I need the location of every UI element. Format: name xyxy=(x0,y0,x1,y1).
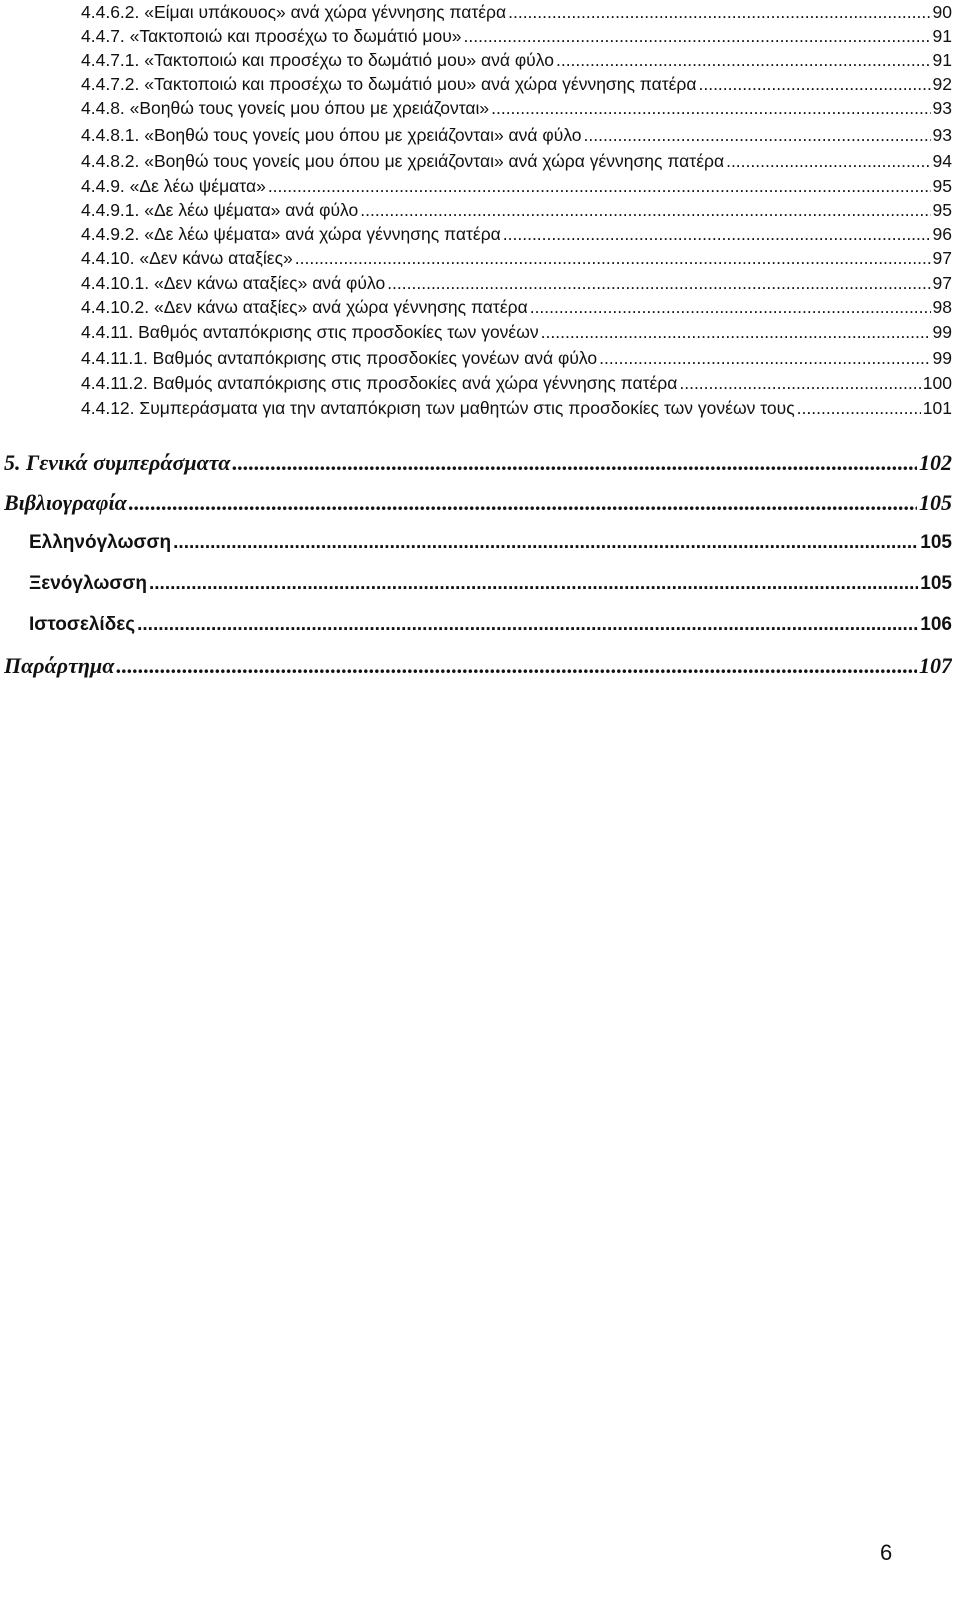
toc-entry-page: 95 xyxy=(932,200,952,220)
toc-entry-page: 94 xyxy=(932,151,952,171)
toc-entry-page: 97 xyxy=(932,248,952,268)
toc-entry-page: 96 xyxy=(932,224,952,244)
dot-leader xyxy=(599,346,930,371)
toc-entry[interactable] xyxy=(81,96,952,121)
toc-entry-label: 4.4.8.2. «Βοηθώ τους γονείς μου όπου με χρειάζονται» ανά χώρα γέννησης πατέρα xyxy=(81,151,725,171)
toc-entry-page: 102 xyxy=(919,450,952,475)
toc-entry[interactable] xyxy=(81,149,952,174)
dot-leader xyxy=(232,446,917,480)
toc-entry-label: 4.4.11. Βαθμός ανταπόκρισης στις προσδοκίες των γονέων xyxy=(81,322,539,342)
toc-entry-label: 4.4.11.2. Βαθμός ανταπόκρισης στις προσδοκίες ανά χώρα γέννησης πατέρα xyxy=(81,373,678,393)
toc-entry-page: 99 xyxy=(932,348,952,368)
dot-leader xyxy=(679,371,920,396)
toc-entry[interactable] xyxy=(81,371,952,396)
toc-entry[interactable] xyxy=(81,222,952,247)
toc-entry-label: 4.4.12. Συμπεράσματα για την ανταπόκριση των μαθητών στις προσδοκίες των γονέων τους xyxy=(81,398,795,418)
toc-section-websites[interactable] xyxy=(29,609,952,641)
toc-entry-page: 101 xyxy=(922,398,952,418)
toc-entry-page: 100 xyxy=(922,373,952,393)
toc-entry[interactable] xyxy=(81,271,952,296)
toc-entry-page: 95 xyxy=(932,176,952,196)
toc-entry[interactable] xyxy=(81,123,952,148)
toc-entry-label: 4.4.7. «Τακτοποιώ και προσέχω το δωμάτιό μου» xyxy=(81,26,462,46)
toc-entry-label: Παράρτημα xyxy=(4,653,115,678)
dot-leader xyxy=(129,486,917,520)
dot-leader xyxy=(295,246,931,271)
toc-entry[interactable] xyxy=(81,24,952,49)
dot-leader xyxy=(464,24,931,49)
toc-entry-label: 4.4.11.1. Βαθμός ανταπόκρισης στις προσδοκίες γονέων ανά φύλο xyxy=(81,348,598,368)
toc-entry-page: 106 xyxy=(920,614,952,635)
toc-entry-label: Ξενόγλωσση xyxy=(29,573,147,594)
dot-leader xyxy=(173,527,918,559)
toc-entry-label: 4.4.10.2. «Δεν κάνω αταξίες» ανά χώρα γέννησης πατέρα xyxy=(81,297,528,317)
toc-entry[interactable] xyxy=(81,0,952,25)
dot-leader xyxy=(360,198,930,223)
toc-entry-label: 4.4.9. «Δε λέω ψέματα» xyxy=(81,176,266,196)
toc-entry-page: 91 xyxy=(932,26,952,46)
toc-chapter-conclusions[interactable] xyxy=(4,446,952,480)
toc-entry-page: 90 xyxy=(932,2,952,22)
toc-entry[interactable] xyxy=(81,295,952,320)
toc-entry-page: 105 xyxy=(920,573,952,594)
toc-entry-page: 92 xyxy=(932,74,952,94)
toc-entry-label: 4.4.8.1. «Βοηθώ τους γονείς μου όπου με χρειάζονται» ανά φύλο xyxy=(81,125,582,145)
toc-entry[interactable] xyxy=(81,246,952,271)
toc-entry[interactable] xyxy=(81,198,952,223)
dot-leader xyxy=(698,72,930,97)
toc-entry[interactable] xyxy=(81,72,952,97)
toc-entry[interactable] xyxy=(81,396,952,421)
toc-entry-label: 4.4.7.1. «Τακτοποιώ και προσέχω το δωμάτιό μου» ανά φύλο xyxy=(81,50,554,70)
dot-leader xyxy=(503,222,931,247)
toc-entry-page: 91 xyxy=(932,50,952,70)
toc-entry[interactable] xyxy=(81,346,952,371)
toc-entry-label: Βιβλιογραφία xyxy=(4,490,127,515)
toc-entry-page: 97 xyxy=(932,273,952,293)
page-number: 6 xyxy=(880,1540,893,1565)
toc-entry-page: 99 xyxy=(932,322,952,342)
toc-entry-page: 107 xyxy=(919,653,952,678)
toc-entry-label: 4.4.10. «Δεν κάνω αταξίες» xyxy=(81,248,293,268)
toc-entry[interactable] xyxy=(81,320,952,345)
toc-entry-label: Ελληνόγλωσση xyxy=(29,532,172,553)
toc-entry-label: 4.4.10.1. «Δεν κάνω αταξίες» ανά φύλο xyxy=(81,273,386,293)
dot-leader xyxy=(491,96,930,121)
dot-leader xyxy=(584,123,931,148)
toc-chapter-appendix[interactable] xyxy=(4,649,952,683)
toc-entry-page: 105 xyxy=(919,490,952,515)
toc-entry-page: 93 xyxy=(932,125,952,145)
dot-leader xyxy=(541,320,931,345)
dot-leader xyxy=(137,609,918,641)
dot-leader xyxy=(116,649,917,683)
toc-entry[interactable] xyxy=(81,48,952,73)
toc-section-foreign[interactable] xyxy=(29,568,952,600)
toc-entry-label: 4.4.6.2. «Είμαι υπάκουος» ανά χώρα γέννησης πατέρα xyxy=(81,2,507,22)
toc-entry-page: 98 xyxy=(932,297,952,317)
dot-leader xyxy=(149,568,918,600)
toc-entry-label: 5. Γενικά συμπεράσματα xyxy=(4,450,231,475)
toc-entry[interactable] xyxy=(81,174,952,199)
toc-chapter-bibliography[interactable] xyxy=(4,486,952,520)
dot-leader xyxy=(508,0,930,25)
toc-entry-label: 4.4.9.2. «Δε λέω ψέματα» ανά χώρα γέννησης πατέρα xyxy=(81,224,501,244)
toc-entry-label: 4.4.9.1. «Δε λέω ψέματα» ανά φύλο xyxy=(81,200,359,220)
dot-leader xyxy=(530,295,931,320)
dot-leader xyxy=(797,396,921,421)
dot-leader xyxy=(726,149,930,174)
dot-leader xyxy=(556,48,931,73)
toc-entry-page: 105 xyxy=(920,532,952,553)
toc-entry-label: 4.4.7.2. «Τακτοποιώ και προσέχω το δωμάτιό μου» ανά χώρα γέννησης πατέρα xyxy=(81,74,697,94)
dot-leader xyxy=(387,271,930,296)
toc-entry-label: 4.4.8. «Βοηθώ τους γονείς μου όπου με χρειάζονται» xyxy=(81,98,490,118)
toc-section-greek[interactable] xyxy=(29,527,952,559)
dot-leader xyxy=(268,174,931,199)
toc-entry-label: Ιστοσελίδες xyxy=(29,614,136,635)
toc-entry-page: 93 xyxy=(932,98,952,118)
